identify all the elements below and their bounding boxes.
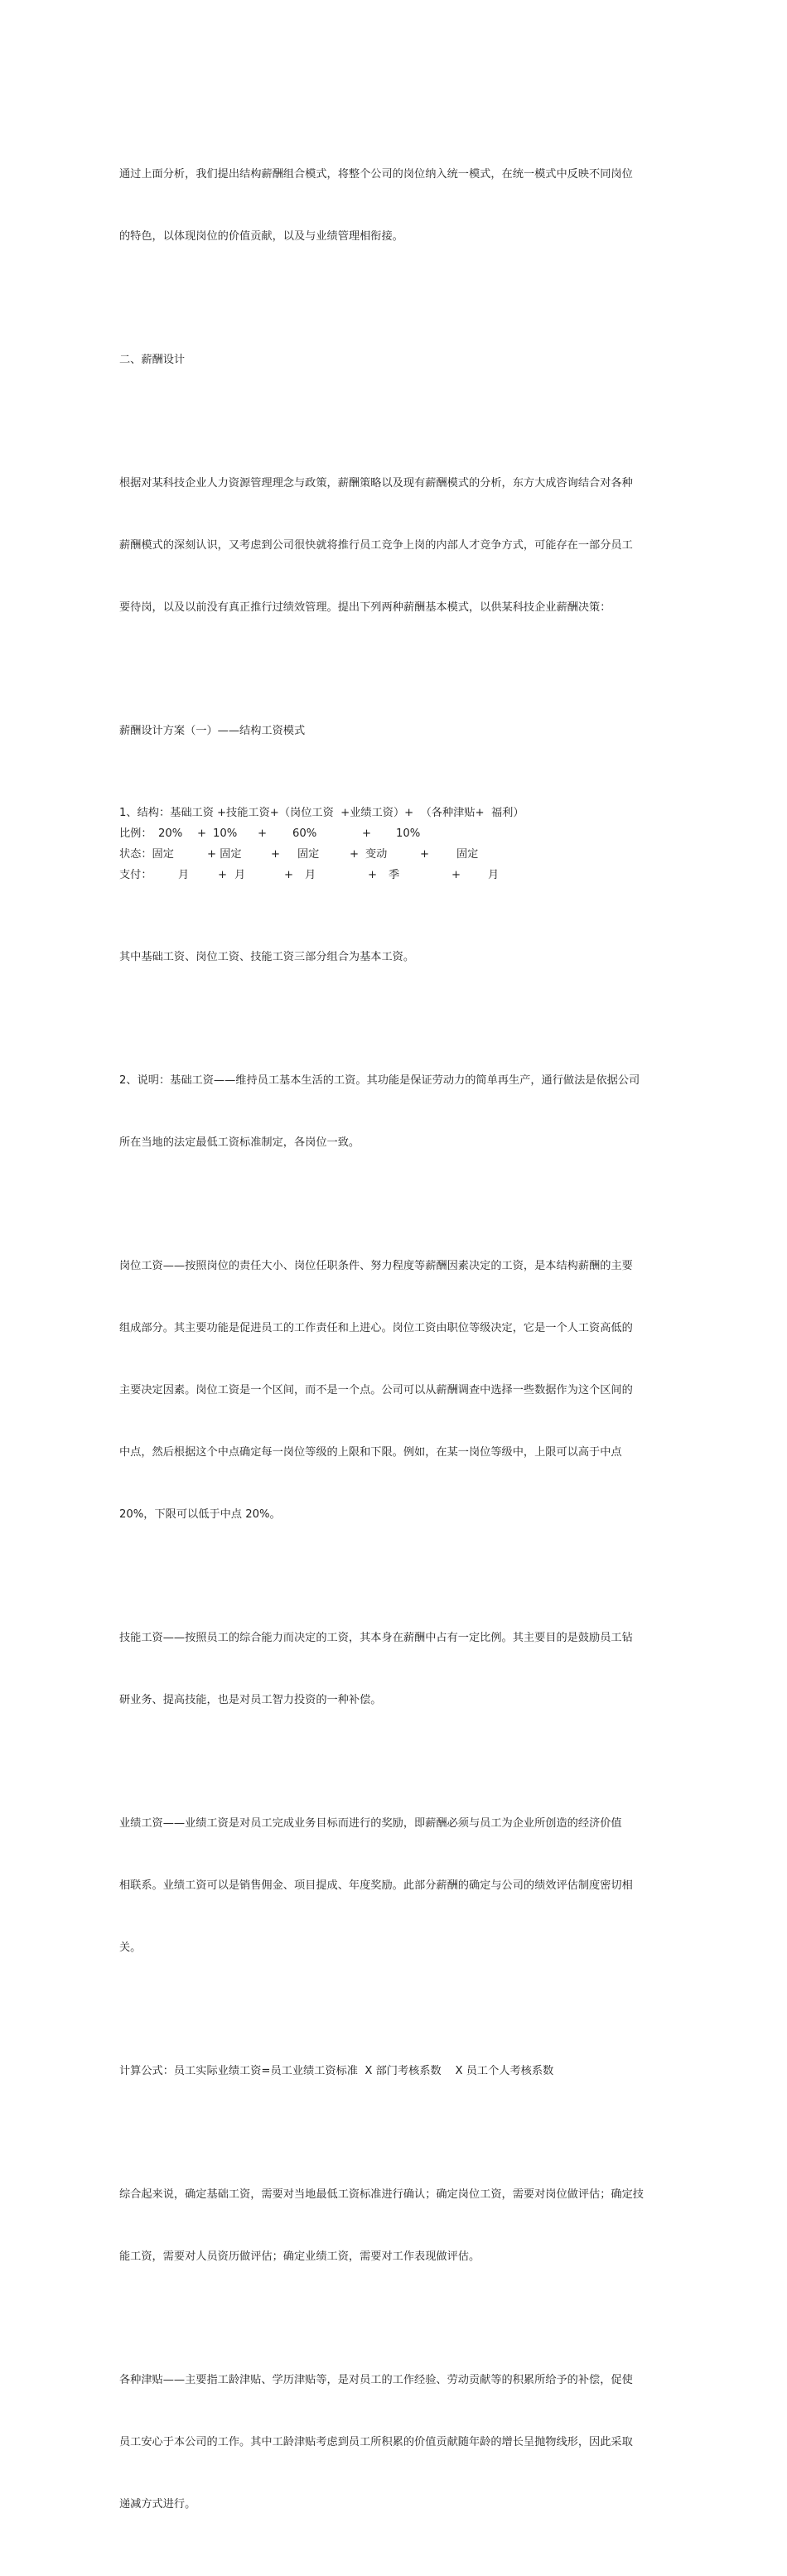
paragraph-summary <box>119 2143 670 2308</box>
status-value: + 固定 <box>207 848 242 861</box>
section-heading-salary-design <box>119 308 670 412</box>
text-line: 岗位工资——按照岗位的责任大小、岗位任职条件、努力程度等薪酬因素决定的工资，是本结构薪酬的主要 <box>119 1260 633 1272</box>
salary-structure-table <box>119 803 670 885</box>
plus-sign: + <box>362 827 372 840</box>
ratio-value: 10% <box>213 827 238 840</box>
text-line: 业绩工资——业绩工资是对员工完成业务目标而进行的奖励，即薪酬必须与员工为企业所创造的经济价值 <box>119 1817 622 1830</box>
payment-value: 季 <box>389 869 400 881</box>
text-line: 根据对某科技企业人力资源管理理念与政策，薪酬策略以及现有薪酬模式的分析，东方大成咨询结合对各种 <box>119 477 633 490</box>
status-value: 固定 <box>456 848 479 861</box>
text-line: 中点，然后根据这个中点确定每一岗位等级的上限和下限。例如，在某一岗位等级中，上限可以高于中点 <box>119 1446 622 1459</box>
plus-sign: + <box>420 848 430 861</box>
status-value: 固定 <box>297 848 320 861</box>
paragraph-intro <box>119 123 670 288</box>
text-line: 的特色，以体现岗位的价值贡献，以及与业绩管理相衔接。 <box>119 230 403 243</box>
plan-one-title <box>119 679 670 783</box>
ratio-value: 20% <box>158 827 183 840</box>
text-line: 员工安心于本公司的工作。其中工龄津贴考虑到员工所积累的价值贡献随年龄的增长呈抛物线形，因此采取 <box>119 2436 633 2448</box>
text-line: 技能工资——按照员工的综合能力而决定的工资，其本身在薪酬中占有一定比例。其主要目的是鼓励员工钻 <box>119 1632 633 1644</box>
text-line: 2、说明：基础工资——维持员工基本生活的工资。其功能是保证劳动力的简单再生产，通行做法是依据公司 <box>119 1074 640 1087</box>
ratio-row <box>119 823 670 844</box>
paragraph-base-wage <box>119 1029 670 1194</box>
text-line: 薪酬设计方案（一）——结构工资模式 <box>119 725 306 737</box>
text-line: 关。 <box>119 1942 142 1954</box>
status-row <box>119 844 670 865</box>
plus-sign: + <box>350 848 360 861</box>
text-line: 递减方式进行。 <box>119 2498 196 2511</box>
plus-sign: + <box>218 869 228 881</box>
text-line: 通过上面分析，我们提出结构薪酬组合模式，将整个公司的岗位纳入统一模式，在统一模式中反映不同岗位 <box>119 168 633 181</box>
text-line: 要待岗，以及以前没有真正推行过绩效管理。提出下列两种薪酬基本模式，以供某科技企业薪酬决策： <box>119 601 611 614</box>
plus-sign: + <box>451 869 461 881</box>
plus-sign: + <box>368 869 378 881</box>
text-line: 综合起来说，确定基础工资，需要对当地最低工资标准进行确认；确定岗位工资，需要对岗位做评估；确定技 <box>119 2188 644 2201</box>
paragraph-skill-wage <box>119 1586 670 1752</box>
status-label: 状态：固定 <box>119 848 174 861</box>
structure-formula: +技能工资+（岗位工资 +业绩工资）+ （各种津贴+ 福利） <box>217 807 524 819</box>
plus-sign: + <box>271 848 281 861</box>
text-line: 研业务、提高技能，也是对员工智力投资的一种补偿。 <box>119 1694 382 1706</box>
paragraph-position-wage <box>119 1214 670 1566</box>
paragraph-performance-wage <box>119 1772 670 2000</box>
ratio-value: 60% <box>292 827 317 840</box>
text-line: 各种津贴——主要指工龄津贴、学历津贴等，是对员工的工作经验、劳动贡献等的积累所给予的补偿，促使 <box>119 2374 633 2386</box>
payment-row <box>119 865 670 885</box>
status-value: 变动 <box>365 848 388 861</box>
text-line: 相联系。业绩工资可以是销售佣金、项目提成、年度奖励。此部分薪酬的确定与公司的绩效评估制度密切相 <box>119 1879 633 1892</box>
text-line: 计算公式：员工实际业绩工资=员工业绩工资标准 X 部门考核系数 X 员工个人考核系数 <box>119 2065 554 2077</box>
structure-row <box>119 803 670 823</box>
payment-value: 月 <box>178 869 190 881</box>
paragraph-allowances <box>119 2328 670 2556</box>
text-line: 20%，下限可以低于中点 20%。 <box>119 1508 281 1521</box>
plus-sign: + <box>258 827 268 840</box>
structure-label: 1、结构：基础工资 <box>119 807 214 819</box>
paragraph-calculation-formula <box>119 2019 670 2123</box>
text-line: 所在当地的法定最低工资标准制定，各岗位一致。 <box>119 1136 360 1149</box>
paragraph-background <box>119 432 670 659</box>
plus-sign: + <box>197 827 207 840</box>
payment-value: 月 <box>305 869 316 881</box>
text-line: 薪酬模式的深刻认识，又考虑到公司很快就将推行员工竞争上岗的内部人才竞争方式，可能存在一部分员工 <box>119 539 633 552</box>
ratio-label: 比例： <box>119 827 152 840</box>
ratio-value: 10% <box>396 827 421 840</box>
text-line: 能工资，需要对人员资历做评估；确定业绩工资，需要对工作表现做评估。 <box>119 2250 480 2263</box>
text-line: 组成部分。其主要功能是促进员工的工作责任和上进心。岗位工资由职位等级决定，它是一个人工资高低的 <box>119 1322 633 1334</box>
payment-value: 月 <box>234 869 246 881</box>
text-line: 主要决定因素。岗位工资是一个区间，而不是一个点。公司可以从薪酬调查中选择一些数据作为这个区间的 <box>119 1384 633 1397</box>
plus-sign: + <box>284 869 294 881</box>
text-line: 其中基础工资、岗位工资、技能工资三部分组合为基本工资。 <box>119 951 415 963</box>
payment-value: 月 <box>488 869 500 881</box>
payment-label: 支付： <box>119 869 152 881</box>
document-page <box>119 123 670 2576</box>
paragraph-base-salary-composition <box>119 905 670 1009</box>
text-line: 二、薪酬设计 <box>119 354 186 366</box>
